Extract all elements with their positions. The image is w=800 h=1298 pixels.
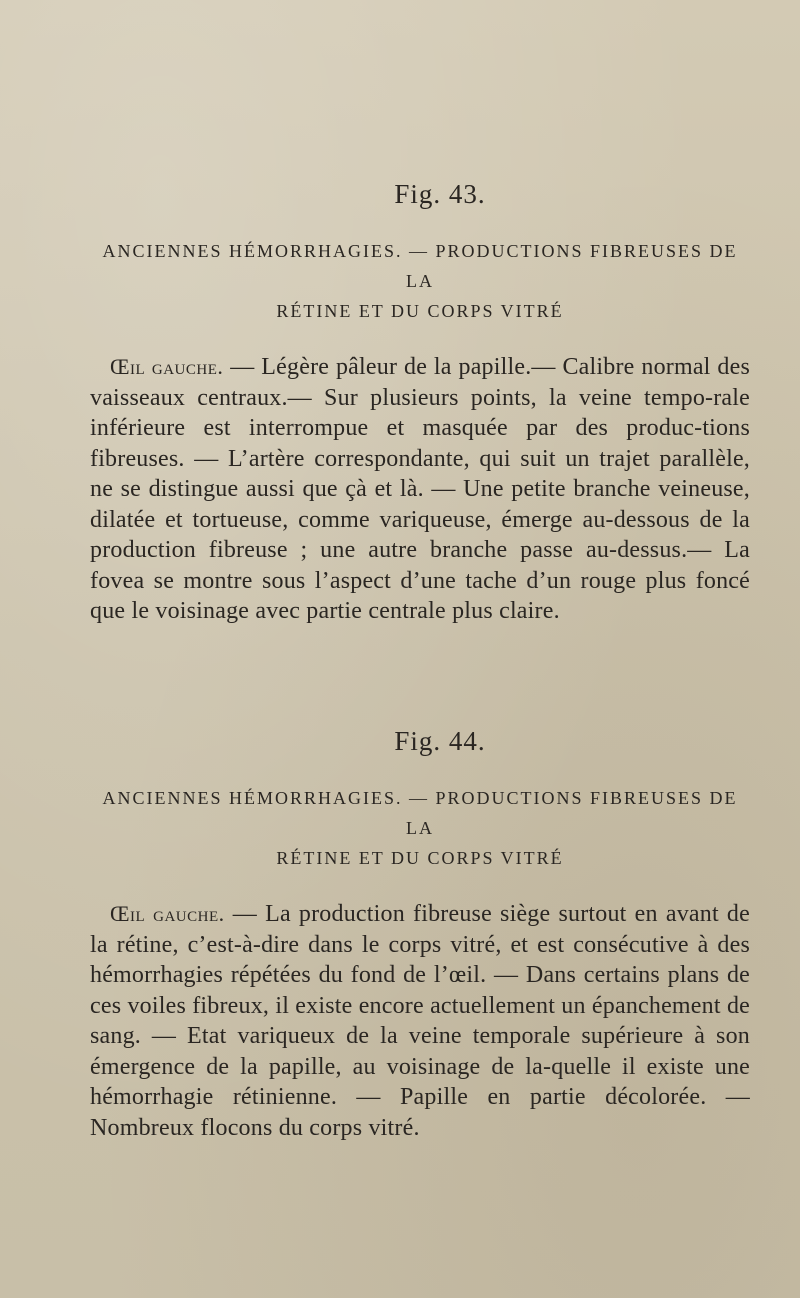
figure-44-section	[90, 725, 750, 1167]
figure-description	[90, 352, 750, 627]
figure-heading	[90, 783, 750, 873]
figure-title: Fig. 44.	[394, 726, 486, 756]
eye-label: Œil gauche.	[110, 354, 224, 379]
description-text: — Légère pâleur de la papille.— Calibre normal des vaisseaux centraux.— Sur plusieurs points, la veine tempo-rale inférieure est interrompue et masquée par des produc-tions fibreuses. — L’artère correspondante, qui suit un trajet parallèle, ne se distingue aussi que çà et là. — Une petite branche veineuse, dilatée et tortueuse, comme variqueuse, émerge au-dessous de la production fibreuse ; une autre branche passe au-dessus.— La fovea se montre sous l’aspect d’une tache d’un rouge plus foncé que le voisinage avec partie centrale plus claire.	[90, 354, 751, 624]
heading-line-2: RÉTINE ET DU CORPS VITRÉ	[276, 848, 564, 868]
figure-heading	[90, 236, 750, 326]
heading-line-2: RÉTINE ET DU CORPS VITRÉ	[276, 301, 564, 321]
figure-title: Fig. 43.	[394, 179, 486, 209]
heading-line-1: ANCIENNES HÉMORRHAGIES. — PRODUCTIONS FIBREUSES DE LA	[102, 241, 738, 291]
eye-label: Œil gauche.	[110, 901, 225, 926]
figure-description	[90, 899, 750, 1143]
description-text: — La production fibreuse siège surtout en avant de la rétine, c’est-à-dire dans le corps vitré, et est consécutive à des hémorrhagies répétées du fond de l’œil. — Dans certains plans de ces voiles fibreux, il existe encore actuellement un épanchement de sang. — Etat variqueux de la veine temporale supérieure à son émergence de la papille, au voisinage de la-quelle il existe une hémorrhagie rétinienne. — Papille en partie décolorée. — Nombreux flocons du corps vitré.	[90, 901, 750, 1141]
heading-line-1: ANCIENNES HÉMORRHAGIES. — PRODUCTIONS FIBREUSES DE LA	[102, 788, 738, 838]
figure-43-section	[90, 178, 750, 651]
